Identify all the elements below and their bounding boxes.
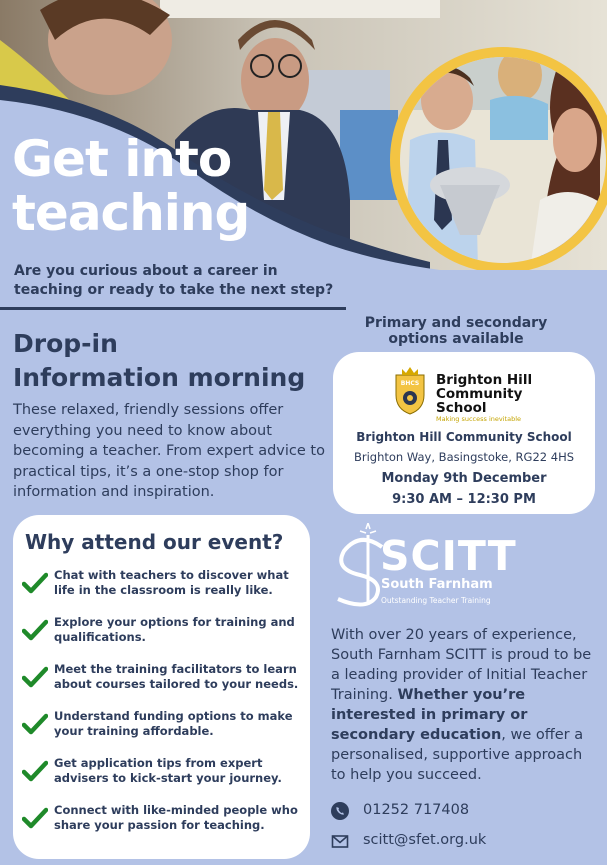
list-item	[22, 662, 307, 709]
checkmark-icon	[22, 713, 48, 735]
page-title	[12, 132, 249, 240]
school-logo-name	[436, 373, 556, 415]
list-item-text: Explore your options for training and qualifications.	[54, 615, 295, 644]
list-item-text: Connect with like-minded people who share your passion for teaching.	[54, 803, 298, 832]
about-text	[331, 625, 599, 785]
phone-icon	[331, 802, 349, 820]
crest-letters: BHCS	[400, 380, 420, 387]
list-item-text: Chat with teachers to discover what life in the classroom is really like.	[54, 568, 289, 597]
options-heading	[350, 315, 562, 347]
hero-subtitle: Are you curious about a career in teaching or ready to take the next step?	[14, 263, 334, 298]
school-logo-line-3: School	[436, 400, 487, 416]
email-icon	[331, 832, 349, 850]
checkmark-icon	[22, 572, 48, 594]
options-heading-line-1: Primary and secondary	[364, 315, 548, 331]
scitt-tagline: Outstanding Teacher Training	[381, 596, 491, 605]
scitt-wordmark: SCITT	[380, 532, 517, 580]
school-tagline: Making success inevitable	[436, 415, 522, 423]
list-item	[22, 803, 307, 850]
title-line-2: teaching	[12, 184, 250, 242]
checkmark-icon	[22, 666, 48, 688]
list-item-text: Get application tips from expert advisers to kick-start your journey.	[54, 756, 282, 785]
checkmark-icon	[22, 760, 48, 782]
about-text-part-2: , we offer a personalised, supportive approach to help you succeed.	[331, 727, 584, 783]
list-item	[22, 568, 307, 615]
checkmark-icon	[22, 807, 48, 829]
options-heading-line-2: options available	[388, 331, 524, 347]
dropin-heading-line-1: Drop-in	[13, 329, 118, 358]
school-crest-icon	[390, 365, 430, 415]
list-item	[22, 709, 307, 756]
school-logo-line-2: Community	[436, 386, 523, 402]
phone-number[interactable]: 01252 717408	[363, 802, 470, 818]
list-item	[22, 756, 307, 803]
list-item-text: Meet the training facilitators to learn about courses tailored to your needs.	[54, 662, 299, 691]
event-date: Monday 9th December	[381, 471, 547, 486]
dropin-heading-line-2: Information morning	[13, 363, 306, 392]
list-item-text: Understand funding options to make your training affordable.	[54, 709, 293, 738]
dropin-heading	[13, 327, 305, 395]
checkmark-icon	[22, 619, 48, 641]
venue-name: Brighton Hill Community School	[356, 430, 572, 444]
event-time: 9:30 AM – 12:30 PM	[392, 492, 536, 507]
venue-address: Brighton Way, Basingstoke, RG22 4HS	[353, 450, 575, 464]
section-divider	[0, 307, 346, 310]
why-attend-list	[22, 568, 307, 850]
scitt-subtitle: South Farnham	[381, 577, 493, 592]
about-text-bold: Whether you’re interested in primary or secondary education	[331, 687, 528, 743]
title-line-1: Get into	[12, 130, 232, 188]
about-text-part-1: With over 20 years of experience, South Farnham SCITT is proud to be a leading provider of Initial Teacher Training.	[331, 627, 592, 703]
email-address[interactable]: scitt@sfet.org.uk	[363, 832, 487, 848]
dropin-body: These relaxed, friendly sessions offer everything you need to know about becoming a teacher. From expert advice to practical tips, it’s a one-stop shop for information and inspiration.	[13, 402, 325, 500]
why-attend-heading: Why attend our event?	[25, 530, 284, 554]
list-item	[22, 615, 307, 662]
school-logo-line-1: Brighton Hill	[436, 372, 533, 388]
